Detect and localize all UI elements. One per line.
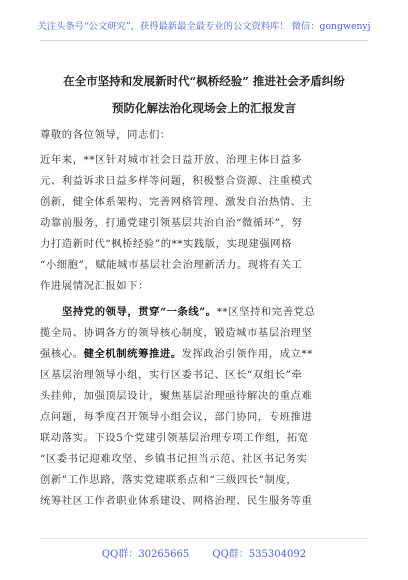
document-title-line-1: 在全市坚持和发展新时代“枫桥经验” 推进社会矛盾纠纷 (63, 74, 345, 88)
para2-line: 头挂帅，加强顶层设计，聚焦基层治理亟待解决的重点难 (40, 390, 313, 402)
para2-line-3-text: 强核心。 (40, 348, 84, 360)
para2-line-2: 揽全局、协调各方的领导核心制度，锻造城市基层治理坚 (40, 327, 313, 339)
page-header (0, 0, 408, 70)
para1-line: 力打造新时代“枫桥经验”的**实践版，实现建强网格 (40, 238, 293, 250)
footer-qq-group-1: QQ群：30265665 (101, 549, 190, 560)
document-title-line-2: 预防化解法治化现场会上的汇报发言 (112, 101, 296, 115)
para2-line-3-rest: 发挥政治引领作用，成立** (181, 348, 314, 360)
para2-line: 统筹社区工作者职业体系建设、网格治理、民生服务等重 (40, 495, 313, 507)
page-footer (0, 545, 408, 565)
para1-line: 动靠前服务，打通党建引领基层共治自治“微循环”，努 (40, 217, 303, 229)
salutation: 尊敬的各位领导，同志们： (40, 129, 171, 141)
para2-line: 区基层治理领导小组，实行区委书记、区长“双组长”牵 (40, 369, 303, 381)
para2-line: “区委书记迎难攻坚、乡镇书记担当示范、社区书记务实 (40, 453, 308, 465)
footer-qq-group-2: QQ群：535304092 (212, 549, 307, 560)
para2-line-1 (62, 303, 368, 318)
para1-line: “小细胞”，赋能城市基层社会治理新活力。现将有关工 (40, 259, 303, 271)
para2-line-3 (40, 345, 368, 360)
footer-divider (40, 538, 368, 539)
header-divider (40, 40, 368, 41)
para1-line: 作进展情况汇报如下： (40, 280, 149, 292)
para2-line-1-text: **区坚持和完善党总 (216, 306, 316, 318)
header-banner-text: 关注头条号“公文研究”，获得最新最全最专业的公文资料库！ 微信：gongwenyj (37, 21, 371, 32)
para2-line: 联动落实。下设5个党建引领基层治理专项工作组，拓宽 (40, 432, 309, 444)
para1-line: 元、利益诉求日益多样等问题，积极整合资源、注重模式 (40, 175, 313, 187)
para2-bold-heading: 坚持党的领导，贯穿“一条线”。 (62, 306, 217, 318)
para2-line: 创新”工作思路，落实党建联系点和“三级四长”制度， (40, 474, 298, 486)
para1-line: 近年来，**区针对城市社会日益开放、治理主体日益多 (40, 154, 303, 166)
para2-bold-subheading: 健全机制统筹推进。 (83, 348, 182, 360)
para1-line: 创新，健全体系架构、完善网格管理、激发自治热情、主 (40, 196, 313, 208)
para2-line: 点问题，每季度召开领导小组会议，部门协同，专班推进 (40, 411, 313, 423)
